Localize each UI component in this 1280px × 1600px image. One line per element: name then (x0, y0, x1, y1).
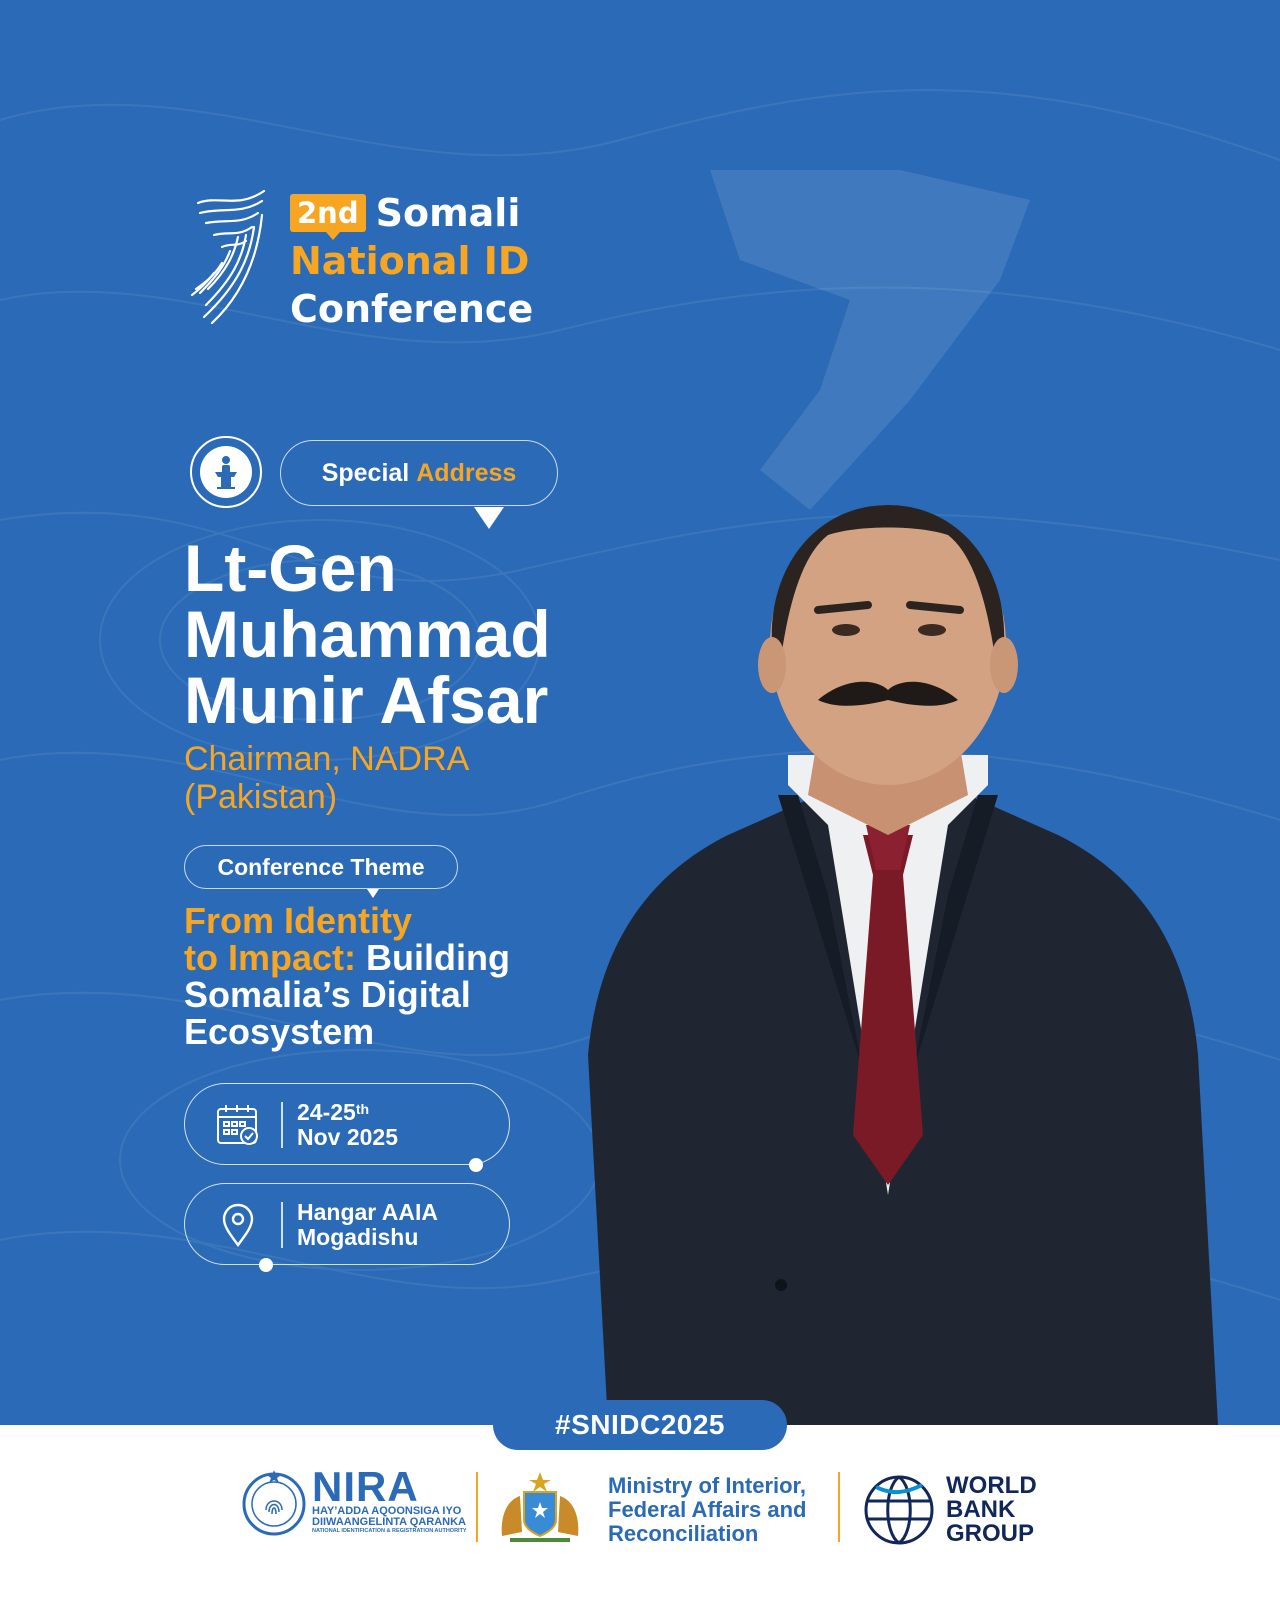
wb-line3: GROUP (946, 1520, 1035, 1547)
pill-dot (469, 1158, 483, 1172)
theme-line3: Somalia’s Digital (184, 974, 471, 1015)
speaker-role-line1: Chairman, NADRA (184, 740, 470, 778)
conference-name-line1: Somali (375, 191, 521, 235)
session-type-word2: Address (416, 458, 517, 487)
nira-subtitle-3: NATIONAL IDENTIFICATION & REGISTRATION AUTHORITY (312, 1528, 467, 1534)
speaker-name-line2: Muhammad (184, 597, 551, 671)
theme-line2-rest: Building (356, 937, 510, 978)
conference-name-line2: National ID (290, 239, 530, 283)
logo-separator (476, 1472, 478, 1542)
date-pill (184, 1083, 510, 1165)
nira-subtitle-2: DIIWAANGELINTA QARANKA (312, 1516, 466, 1528)
speaker-role-line2: (Pakistan) (184, 778, 338, 816)
logo-separator (838, 1472, 840, 1542)
logo-wordmark (290, 189, 533, 333)
somalia-map-fingerprint-icon (178, 185, 278, 325)
calendar-icon (215, 1102, 261, 1148)
podium-icon (211, 455, 241, 489)
event-date (297, 1100, 398, 1150)
speaker-photo (528, 495, 1250, 1425)
pill-divider (281, 1102, 283, 1148)
ministry-line3: Reconciliation (608, 1521, 759, 1546)
ministry-line2: Federal Affairs and (608, 1497, 807, 1522)
nira-subtitle-1: HAY’ADDA AQOONSIGA IYO (312, 1505, 462, 1517)
nira-title: NIRA (312, 1463, 419, 1510)
ministry-name (608, 1474, 806, 1546)
somalia-coat-of-arms-icon (494, 1470, 586, 1546)
event-hashtag: #SNIDC2025 (493, 1400, 787, 1450)
nira-logo (312, 1463, 467, 1535)
conference-theme (184, 902, 584, 1050)
podium-badge (190, 436, 262, 508)
nira-seal-icon (240, 1468, 308, 1536)
speaker-name-line3: Munir Afsar (184, 663, 549, 737)
conference-name-line3: Conference (290, 287, 534, 331)
pill-divider (281, 1202, 283, 1248)
somalia-map-watermark (700, 140, 1040, 520)
theme-line4: Ecosystem (184, 1011, 375, 1052)
location-pill (184, 1183, 510, 1265)
session-type-word1: Special (321, 458, 410, 487)
date-range: 24-25 (297, 1099, 356, 1125)
speaker-role (184, 740, 469, 816)
speaker-name-line1: Lt-Gen (184, 531, 397, 605)
venue-line2: Mogadishu (297, 1224, 419, 1250)
ministry-line1: Ministry of Interior, (608, 1473, 807, 1498)
venue-line1: Hangar AAIA (297, 1199, 438, 1225)
edition-badge: 2nd (290, 194, 366, 232)
location-pin-icon (215, 1202, 261, 1248)
theme-label-pill: Conference Theme (184, 845, 458, 889)
date-month-year: Nov 2025 (297, 1124, 399, 1150)
theme-pill-pointer (367, 889, 379, 898)
session-type-pill (280, 440, 558, 506)
theme-line1: From Identity (184, 900, 413, 941)
world-bank-logo (946, 1474, 1037, 1546)
wb-line2: BANK (946, 1496, 1016, 1523)
wb-line1: WORLD (946, 1472, 1037, 1499)
globe-icon (862, 1473, 936, 1547)
theme-line2-highlight: to Impact: (184, 937, 357, 978)
pill-dot (259, 1258, 273, 1272)
date-suffix: th (355, 1101, 370, 1117)
pill-pointer (474, 507, 504, 529)
conference-logo (178, 185, 578, 331)
event-venue (297, 1200, 438, 1250)
